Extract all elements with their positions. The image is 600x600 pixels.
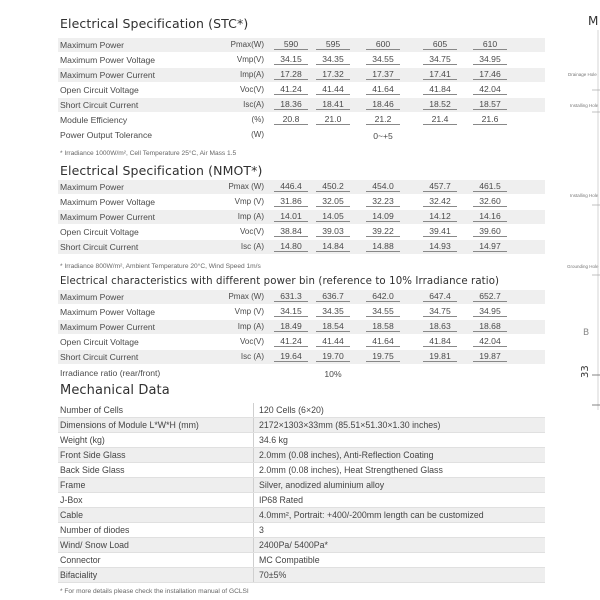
- spec-row: [58, 350, 545, 364]
- spec-row-value: 21.6: [473, 114, 507, 125]
- stc-note: * Irradiance 1000W/m², Cell Temperature 25°C, Air Mass 1.5: [60, 150, 237, 157]
- spec-row-label: Maximum Power Voltage: [60, 307, 156, 317]
- mech-row: [58, 463, 545, 478]
- mech-row-label: Wind/ Snow Load: [60, 540, 129, 550]
- spec-row-unit: Isc (A): [240, 352, 264, 361]
- spec-row-unit: Voc(V): [239, 85, 264, 94]
- spec-row-value: 39.60: [473, 226, 507, 237]
- mech-row: [58, 523, 545, 538]
- mech-row-divider: [253, 433, 254, 447]
- spec-row-value: 32.05: [316, 196, 350, 207]
- spec-row-value: 21.2: [366, 114, 400, 125]
- side-drawing-edge: [590, 30, 600, 410]
- spec-row-unit: Imp(A): [240, 70, 264, 79]
- spec-row: [58, 195, 545, 209]
- spec-row-unit: Vmp (V): [234, 307, 264, 316]
- side-installing-label-1: Installing Hole: [570, 103, 599, 108]
- mech-row-value: Silver, anodized aluminium alloy: [259, 480, 385, 490]
- spec-row: [58, 98, 545, 112]
- spec-row-label: Short Circuit Current: [60, 352, 139, 362]
- spec-row-value: 20.8: [274, 114, 308, 125]
- mech-row-value: 2.0mm (0.08 inches), Heat Strengthened Glass: [259, 465, 443, 475]
- spec-row-unit: Pmax (W): [228, 182, 264, 191]
- mech-title: Mechanical Data: [60, 383, 170, 398]
- mech-row-divider: [253, 508, 254, 522]
- spec-row-value: 647.4: [423, 291, 457, 302]
- mech-row-label: Dimensions of Module L*W*H (mm): [60, 420, 199, 430]
- spec-row-value: 605: [423, 39, 457, 50]
- spec-row-value: 14.80: [274, 241, 308, 252]
- side-grounding-label: Grounding Hole: [567, 264, 599, 269]
- spec-row-value: 31.86: [274, 196, 308, 207]
- spec-row-value: 18.63: [423, 321, 457, 332]
- irradiance-value: 10%: [324, 369, 342, 379]
- spec-row-value: 41.24: [274, 84, 308, 95]
- spec-row: [58, 225, 545, 239]
- spec-row-value: 18.36: [274, 99, 308, 110]
- spec-row: [58, 240, 545, 254]
- spec-row-value: 41.84: [423, 84, 457, 95]
- spec-row-value: 14.93: [423, 241, 457, 252]
- mech-row-value: 2172×1303×33mm (85.51×51.30×1.30 inches): [259, 420, 441, 430]
- spec-row-value: 39.22: [366, 226, 400, 237]
- spec-row-value: 21.0: [316, 114, 350, 125]
- spec-row-unit: Pmax(W): [230, 40, 264, 49]
- spec-row-value: 14.97: [473, 241, 507, 252]
- spec-row-value: 18.41: [316, 99, 350, 110]
- spec-row-value: 18.58: [366, 321, 400, 332]
- spec-row-value: 34.15: [274, 54, 308, 65]
- spec-row-value: 457.7: [423, 181, 457, 192]
- mech-row-value: 70±5%: [259, 570, 287, 580]
- spec-row: [58, 83, 545, 97]
- spec-row-value: 600: [366, 39, 400, 50]
- spec-row-value: 34.95: [473, 54, 507, 65]
- mech-row: [58, 418, 545, 433]
- mech-row-label: Number of diodes: [60, 525, 130, 535]
- spec-row-label: Module Efficiency: [60, 115, 128, 125]
- spec-row-label: Short Circuit Current: [60, 100, 139, 110]
- irradiance-label: Irradiance ratio (rear/front): [60, 368, 161, 378]
- spec-row-value: 14.09: [366, 211, 400, 222]
- side-drainage-label: Drainage Hole: [568, 72, 597, 77]
- spec-row-value: 14.16: [473, 211, 507, 222]
- spec-row-value: 14.05: [316, 211, 350, 222]
- mech-row: [58, 493, 545, 508]
- spec-row-value: 34.15: [274, 306, 308, 317]
- spec-row-unit: Voc(V): [239, 337, 264, 346]
- spec-row-label: Maximum Power Current: [60, 70, 156, 80]
- mech-row-label: Back Side Glass: [60, 465, 125, 475]
- spec-row: [58, 53, 545, 67]
- spec-row: [58, 113, 545, 127]
- spec-row-value: 636.7: [316, 291, 350, 302]
- spec-row-value: 32.60: [473, 196, 507, 207]
- spec-row-unit: Isc (A): [240, 242, 264, 251]
- spec-row: [58, 68, 545, 82]
- spec-row-unit: Imp (A): [237, 322, 264, 331]
- spec-row-value: 39.41: [423, 226, 457, 237]
- mech-row: [58, 433, 545, 448]
- spec-row-unit: Voc(V): [239, 227, 264, 236]
- nmot-title: Electrical Specification (NMOT*): [60, 163, 263, 178]
- spec-row-label: Maximum Power: [60, 40, 124, 50]
- spec-row-value: 18.57: [473, 99, 507, 110]
- spec-row-value: 34.95: [473, 306, 507, 317]
- spec-row-unit: Vmp (V): [234, 197, 264, 206]
- mech-row-divider: [253, 478, 254, 492]
- spec-row-value: 34.55: [366, 306, 400, 317]
- spec-row: [58, 210, 545, 224]
- mech-note: * For more details please check the installation manual of GCLSI: [60, 588, 249, 595]
- spec-row-value: 42.04: [473, 84, 507, 95]
- spec-row: [58, 305, 545, 319]
- mech-row-divider: [253, 568, 254, 582]
- spec-row-value: 642.0: [366, 291, 400, 302]
- spec-row-unit: Isc(A): [243, 100, 264, 109]
- side-installing-label-2: Installing Hole: [570, 193, 599, 198]
- spec-row-value: 41.24: [274, 336, 308, 347]
- spec-row: [58, 320, 545, 334]
- spec-row: [58, 180, 545, 194]
- spec-row-value: 14.84: [316, 241, 350, 252]
- spec-row-value: 18.68: [473, 321, 507, 332]
- spec-row-value: 14.12: [423, 211, 457, 222]
- mech-row-value: IP68 Rated: [259, 495, 304, 505]
- spec-row: [58, 335, 545, 349]
- mech-row-value: MC Compatible: [259, 555, 320, 565]
- spec-row-value: 610: [473, 39, 507, 50]
- mech-row-label: Bifaciality: [60, 570, 98, 580]
- mech-row-value: 120 Cells (6×20): [259, 405, 324, 415]
- spec-row-value: 41.64: [366, 336, 400, 347]
- spec-row-label: Open Circuit Voltage: [60, 85, 139, 95]
- side-letter-m: M: [588, 14, 599, 28]
- mech-row-label: Cable: [60, 510, 83, 520]
- mech-row-divider: [253, 403, 254, 417]
- spec-row-label: Short Circuit Current: [60, 242, 139, 252]
- mech-row: [58, 568, 545, 583]
- spec-row-value: 38.84: [274, 226, 308, 237]
- spec-row-value: 18.54: [316, 321, 350, 332]
- nmot-note: * Irradiance 800W/m², Ambient Temperature 20°C, Wind Speed 1m/s: [60, 263, 261, 270]
- mech-row-label: Number of Cells: [60, 405, 124, 415]
- mech-row-divider: [253, 523, 254, 537]
- mech-row-value: 3: [259, 525, 264, 535]
- spec-row-unit: Pmax (W): [228, 292, 264, 301]
- spec-row-label: Maximum Power Current: [60, 322, 156, 332]
- spec-row-value: 21.4: [423, 114, 457, 125]
- spec-row-label: Open Circuit Voltage: [60, 337, 139, 347]
- mech-row-label: Front Side Glass: [60, 450, 126, 460]
- spec-row-value: 41.44: [316, 336, 350, 347]
- spec-row-label: Maximum Power Voltage: [60, 197, 156, 207]
- stc-title: Electrical Specification (STC*): [60, 16, 249, 31]
- spec-row-value: 14.88: [366, 241, 400, 252]
- mech-row: [58, 448, 545, 463]
- spec-row-value: 14.01: [274, 211, 308, 222]
- bin-title: Electrical characteristics with different power bin (reference to 10% Irradiance ratio): [60, 276, 500, 287]
- spec-row-value: 446.4: [274, 181, 308, 192]
- tolerance-label: Power Output Tolerance: [60, 130, 153, 140]
- mech-row-value: 2400Pa/ 5400Pa*: [259, 540, 328, 550]
- mech-row: [58, 538, 545, 553]
- mech-row-label: J-Box: [60, 495, 83, 505]
- spec-row-value: 19.87: [473, 351, 507, 362]
- spec-row-value: 19.64: [274, 351, 308, 362]
- mech-row-value: 34.6 kg: [259, 435, 288, 445]
- spec-row-value: 41.64: [366, 84, 400, 95]
- spec-row-value: 19.70: [316, 351, 350, 362]
- mech-row-divider: [253, 553, 254, 567]
- mech-row-label: Connector: [60, 555, 101, 565]
- spec-row-value: 34.75: [423, 306, 457, 317]
- mech-row: [58, 478, 545, 493]
- spec-row-value: 17.32: [316, 69, 350, 80]
- spec-row-value: 17.28: [274, 69, 308, 80]
- spec-row-value: 17.46: [473, 69, 507, 80]
- spec-row-value: 34.55: [366, 54, 400, 65]
- tolerance-unit: (W): [251, 130, 264, 139]
- mech-row: [58, 508, 545, 523]
- spec-row-label: Maximum Power: [60, 292, 124, 302]
- spec-row-unit: (%): [251, 115, 264, 124]
- side-letter-b: B: [583, 328, 590, 338]
- spec-row-value: 631.3: [274, 291, 308, 302]
- spec-row-value: 652.7: [473, 291, 507, 302]
- mech-row-divider: [253, 538, 254, 552]
- mech-row-divider: [253, 448, 254, 462]
- spec-row-value: 454.0: [366, 181, 400, 192]
- spec-row-value: 32.42: [423, 196, 457, 207]
- mech-row-value: 2.0mm (0.08 inches), Anti-Reflection Coating: [259, 450, 434, 460]
- tolerance-value: 0~+5: [373, 131, 393, 141]
- irradiance-row: [58, 366, 545, 380]
- spec-row-value: 34.35: [316, 306, 350, 317]
- mech-row-label: Weight (kg): [60, 435, 105, 445]
- spec-row-value: 18.46: [366, 99, 400, 110]
- spec-row-value: 34.75: [423, 54, 457, 65]
- mech-row: [58, 553, 545, 568]
- side-dim-33: 33: [580, 365, 591, 378]
- spec-row-value: 18.49: [274, 321, 308, 332]
- spec-row-value: 34.35: [316, 54, 350, 65]
- spec-row-value: 590: [274, 39, 308, 50]
- spec-row-value: 39.03: [316, 226, 350, 237]
- tolerance-row: [58, 128, 545, 142]
- spec-row-unit: Vmp(V): [236, 55, 264, 64]
- spec-row-value: 461.5: [473, 181, 507, 192]
- spec-row-unit: Imp (A): [237, 212, 264, 221]
- spec-row-value: 41.84: [423, 336, 457, 347]
- spec-row-value: 42.04: [473, 336, 507, 347]
- spec-row: [58, 38, 545, 52]
- spec-row-value: 595: [316, 39, 350, 50]
- spec-row-label: Maximum Power Voltage: [60, 55, 156, 65]
- mech-row-divider: [253, 463, 254, 477]
- spec-row-label: Open Circuit Voltage: [60, 227, 139, 237]
- spec-row-label: Maximum Power: [60, 182, 124, 192]
- spec-row-value: 19.81: [423, 351, 457, 362]
- mech-row-label: Frame: [60, 480, 86, 490]
- spec-row-label: Maximum Power Current: [60, 212, 156, 222]
- mech-row: [58, 403, 545, 418]
- spec-row-value: 450.2: [316, 181, 350, 192]
- spec-row: [58, 290, 545, 304]
- spec-row-value: 41.44: [316, 84, 350, 95]
- spec-row-value: 19.75: [366, 351, 400, 362]
- mech-row-value: 4.0mm², Portrait: +400/-200mm length can be customized: [259, 510, 484, 520]
- spec-row-value: 17.41: [423, 69, 457, 80]
- mech-row-divider: [253, 493, 254, 507]
- spec-row-value: 18.52: [423, 99, 457, 110]
- mech-row-divider: [253, 418, 254, 432]
- spec-row-value: 17.37: [366, 69, 400, 80]
- spec-row-value: 32.23: [366, 196, 400, 207]
